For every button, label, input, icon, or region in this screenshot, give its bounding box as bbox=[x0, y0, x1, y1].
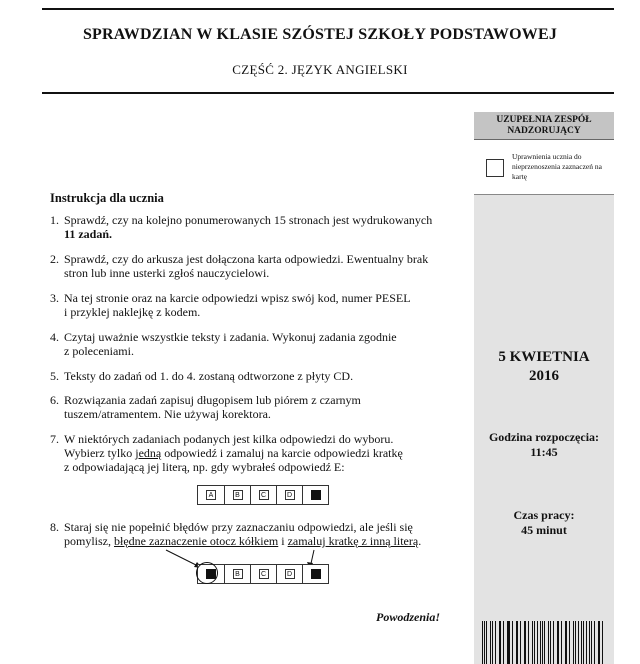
duration-block bbox=[474, 508, 614, 538]
page-subtitle: CZĘŚĆ 2. JĘZYK ANGIELSKI bbox=[232, 62, 408, 77]
answer-box-c: C bbox=[259, 490, 269, 500]
instructions-title: Instrukcja dla ucznia bbox=[50, 191, 164, 205]
barcode-bar bbox=[594, 621, 595, 664]
instruction-item-8: 8. Staraj się nie popełnić błędów przy zaznaczaniu odpowiedzi, ale jeśli się pomylisz, błędne zaznaczenie otocz kółkiem i zamaluj kratkę z inną literą. bbox=[50, 520, 422, 548]
checkbox-label: Uprawnienia ucznia do nieprzenoszenia zaznaczeń na kartę bbox=[512, 152, 602, 181]
top-rule bbox=[42, 8, 614, 10]
instruction-item-6: 6. Rozwiązania zadań zapisuj długopisem lub piórem z czarnym tuszem/atramentem. Nie używaj korektora. bbox=[50, 393, 361, 421]
barcode-bar bbox=[534, 621, 535, 664]
barcode-bar bbox=[581, 621, 582, 664]
answer-box-filled bbox=[311, 490, 321, 500]
closing-text: Powodzenia! bbox=[376, 610, 441, 624]
instruction-item-4: 4. Czytaj uważnie wszystkie teksty i zadania. Wykonuj zadania zgodnie z poleceniami. bbox=[50, 330, 397, 358]
duration-value: 45 minut bbox=[521, 523, 567, 537]
start-time-block bbox=[474, 430, 614, 460]
answer-box-b: B bbox=[233, 490, 243, 500]
barcode-bar bbox=[553, 621, 554, 664]
barcode-bar bbox=[520, 621, 521, 664]
barcode-bar bbox=[561, 621, 562, 664]
barcode-bar bbox=[537, 621, 538, 664]
correction-circle bbox=[196, 562, 218, 584]
answer-box-c: C bbox=[259, 569, 269, 579]
barcode-bar bbox=[573, 621, 574, 664]
answer-box-b: B bbox=[233, 569, 243, 579]
example-answer-row bbox=[197, 485, 329, 505]
barcode-bar bbox=[508, 621, 509, 664]
barcode-bar bbox=[512, 621, 513, 664]
barcode-bar bbox=[482, 621, 483, 664]
answer-box-a: A bbox=[206, 490, 216, 500]
start-time-value: 11:45 bbox=[530, 445, 558, 459]
barcode-bar bbox=[503, 621, 504, 664]
instruction-item-5: 5. Teksty do zadań od 1. do 4. zostaną odtworzone z płyty CD. bbox=[50, 369, 354, 383]
barcode-bar bbox=[569, 621, 570, 664]
barcode bbox=[482, 621, 606, 664]
dyslexia-checkbox[interactable] bbox=[486, 159, 504, 177]
barcode-bar bbox=[528, 621, 529, 664]
exam-date-year: 2016 bbox=[529, 368, 559, 384]
barcode-bar bbox=[602, 621, 603, 664]
sidebar-header: UZUPEŁNIA ZESPÓŁ NADZORUJĄCY bbox=[474, 112, 614, 140]
answer-box-d: D bbox=[285, 569, 295, 579]
start-time-label: Godzina rozpoczęcia: bbox=[488, 430, 600, 444]
header-bottom-rule bbox=[42, 92, 614, 94]
instruction-item-2: 2. Sprawdź, czy do arkusza jest dołączona karta odpowiedzi. Ewentualny brak stron lub inne usterki zgłoś nauczycielowi. bbox=[50, 252, 429, 280]
exam-date bbox=[474, 348, 614, 386]
barcode-bar bbox=[492, 621, 493, 664]
barcode-bar bbox=[490, 621, 491, 664]
instruction-item-3: 3. Na tej stronie oraz na karcie odpowiedzi wpisz swój kod, numer PESEL i przyklej naklejkę z kodem. bbox=[50, 291, 411, 319]
instruction-item-1: 1. Sprawdź, czy na kolejno ponumerowanych 15 stronach jest wydrukowanych 11 zadań. bbox=[50, 213, 433, 241]
answer-box-d: D bbox=[285, 490, 295, 500]
barcode-bar bbox=[589, 621, 590, 664]
barcode-bar bbox=[548, 621, 549, 664]
exam-date-day: 5 KWIETNIA bbox=[498, 349, 590, 365]
answer-box-filled bbox=[311, 569, 321, 579]
page-title: SPRAWDZIAN W KLASIE SZÓSTEJ SZKOŁY PODSTAWOWEJ bbox=[82, 26, 558, 43]
duration-label: Czas pracy: bbox=[513, 508, 575, 522]
instruction-item-7: 7. W niektórych zadaniach podanych jest kilka odpowiedzi do wyboru. Wybierz tylko jedną odpowiedź i zamaluj na karcie odpowiedzi kratkę z odpowiadającą jej literą, np. gdy wybrałeś odpowiedź E: bbox=[50, 432, 403, 474]
